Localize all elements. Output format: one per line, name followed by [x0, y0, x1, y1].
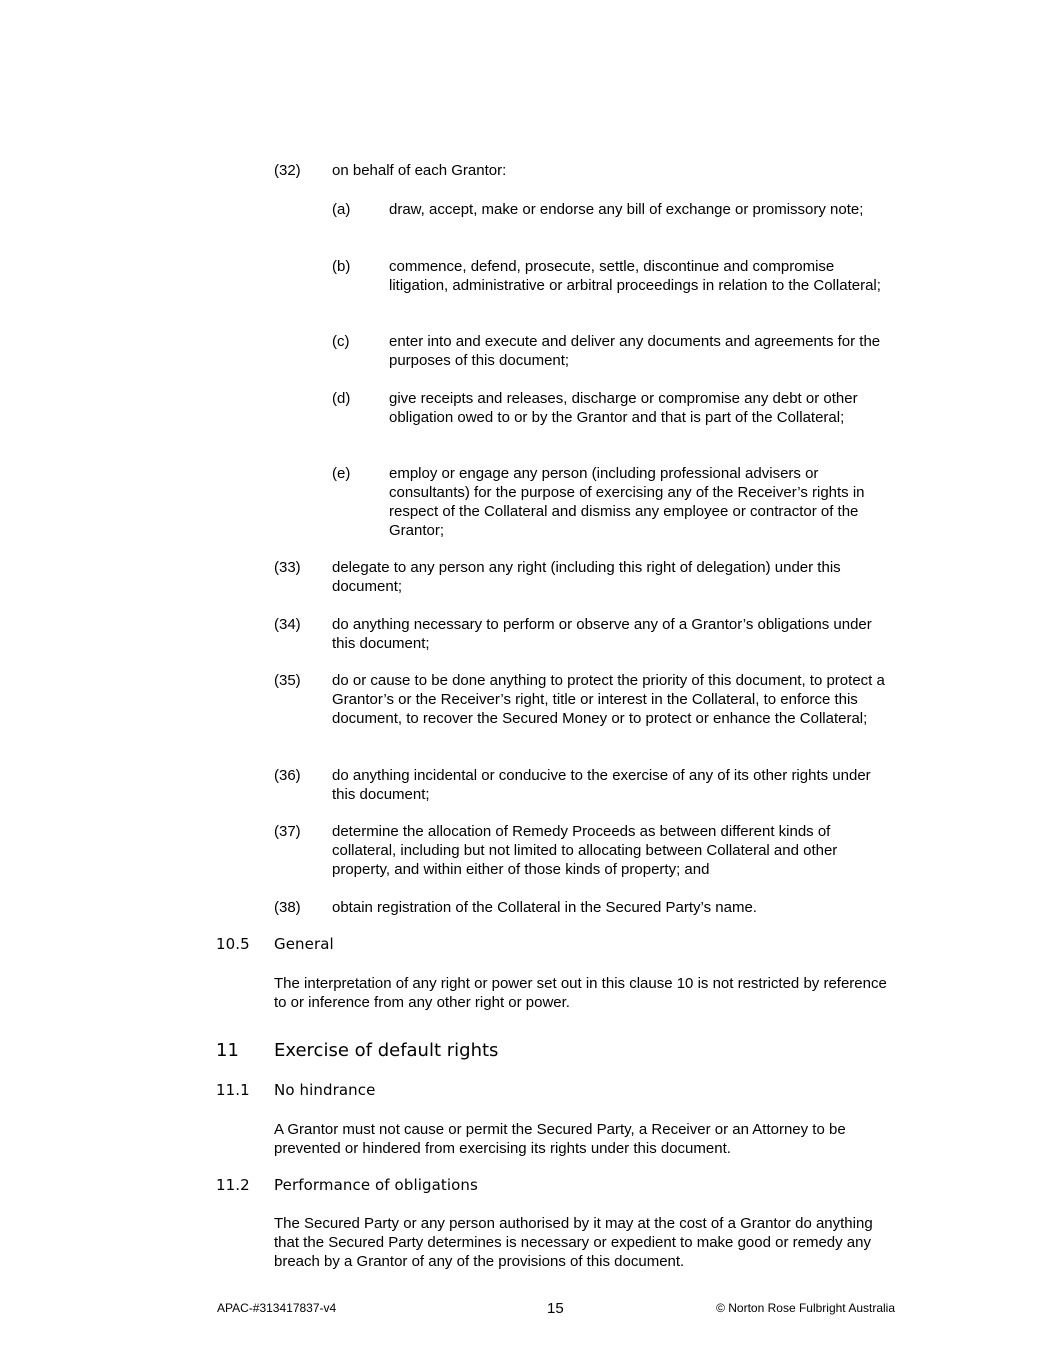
section-body-10-5: The interpretation of any right or power set out in this clause 10 is not restricted by reference to or inference from any other right or power. — [274, 975, 887, 1011]
section-heading-10-5 — [216, 935, 896, 954]
section-heading-11-2 — [216, 1176, 896, 1195]
footer-copyright: © Norton Rose Fulbright Australia — [716, 1301, 895, 1315]
subclause-item-e — [332, 464, 896, 540]
item-number: (37) — [274, 823, 301, 840]
item-text: obtain registration of the Collateral in the Secured Party’s name. — [332, 899, 757, 916]
footer-page-number: 15 — [547, 1300, 564, 1317]
subitem-number: (a) — [332, 201, 351, 218]
clause-item-35 — [274, 671, 896, 728]
section-body-11-1: A Grantor must not cause or permit the Secured Party, a Receiver or an Attorney to be prevented or hindered from exercising its rights under this document. — [274, 1121, 846, 1157]
section-title: Performance of obligations — [274, 1176, 478, 1194]
section-body-11-2: The Secured Party or any person authorised by it may at the cost of a Grantor do anything that the Secured Party determines is necessary or expedient to make good or remedy any breach by a Grantor of any of the provisions of this document. — [274, 1215, 873, 1270]
clause-heading-11 — [216, 1040, 896, 1062]
item-number: (35) — [274, 672, 301, 689]
clause-title: Exercise of default rights — [274, 1040, 499, 1061]
subclause-item-c — [332, 332, 896, 370]
subitem-text: commence, defend, prosecute, settle, discontinue and compromise litigation, administrative or arbitral proceedings in relation to the Collateral; — [389, 258, 881, 294]
clause-item-38 — [274, 898, 896, 917]
item-text: on behalf of each Grantor: — [332, 162, 507, 179]
subitem-text: draw, accept, make or endorse any bill of exchange or promissory note; — [389, 201, 864, 218]
clause-item-32 — [274, 161, 896, 180]
footer-document-reference: APAC-#313417837-v4 — [217, 1301, 337, 1315]
subitem-number: (e) — [332, 465, 351, 482]
clause-item-33 — [274, 558, 896, 596]
subclause-item-d — [332, 389, 896, 427]
section-title: No hindrance — [274, 1081, 376, 1099]
item-text: delegate to any person any right (including this right of delegation) under this document; — [332, 559, 841, 595]
section-number: 11.2 — [216, 1176, 250, 1194]
subitem-text: give receipts and releases, discharge or compromise any debt or other obligation owed to or by the Grantor and that is part of the Collateral; — [389, 390, 858, 426]
item-number: (34) — [274, 616, 301, 633]
clause-item-36 — [274, 766, 896, 804]
clause-item-34 — [274, 615, 896, 653]
section-heading-11-1 — [216, 1081, 896, 1100]
item-text: do anything incidental or conducive to the exercise of any of its other rights under this document; — [332, 767, 871, 803]
clause-number: 11 — [216, 1040, 239, 1061]
clause-item-37 — [274, 822, 896, 879]
subitem-number: (b) — [332, 258, 351, 275]
item-text: determine the allocation of Remedy Proceeds as between different kinds of collateral, including but not limited to allocating between Collateral and other property, and within either of those kinds of property; and — [332, 823, 838, 878]
subitem-text: enter into and execute and deliver any documents and agreements for the purposes of this document; — [389, 333, 881, 369]
section-title: General — [274, 935, 334, 953]
item-number: (36) — [274, 767, 301, 784]
section-number: 11.1 — [216, 1081, 250, 1099]
subclause-item-b — [332, 257, 896, 295]
subclause-item-a — [332, 200, 896, 219]
item-number: (32) — [274, 162, 301, 179]
item-text: do or cause to be done anything to protect the priority of this document, to protect a Grantor’s or the Receiver’s right, title or interest in the Collateral, to enforce this document, to recover the Secured Money or to protect or enhance the Collateral; — [332, 672, 885, 727]
subitem-number: (c) — [332, 333, 350, 350]
section-number: 10.5 — [216, 935, 250, 953]
subitem-number: (d) — [332, 390, 351, 407]
subitem-text: employ or engage any person (including professional advisers or consultants) for the purpose of exercising any of the Receiver’s rights in respect of the Collateral and dismiss any employee or contractor of the Grantor; — [389, 465, 865, 539]
item-text: do anything necessary to perform or observe any of a Grantor’s obligations under this document; — [332, 616, 872, 652]
item-number: (38) — [274, 899, 301, 916]
item-number: (33) — [274, 559, 301, 576]
